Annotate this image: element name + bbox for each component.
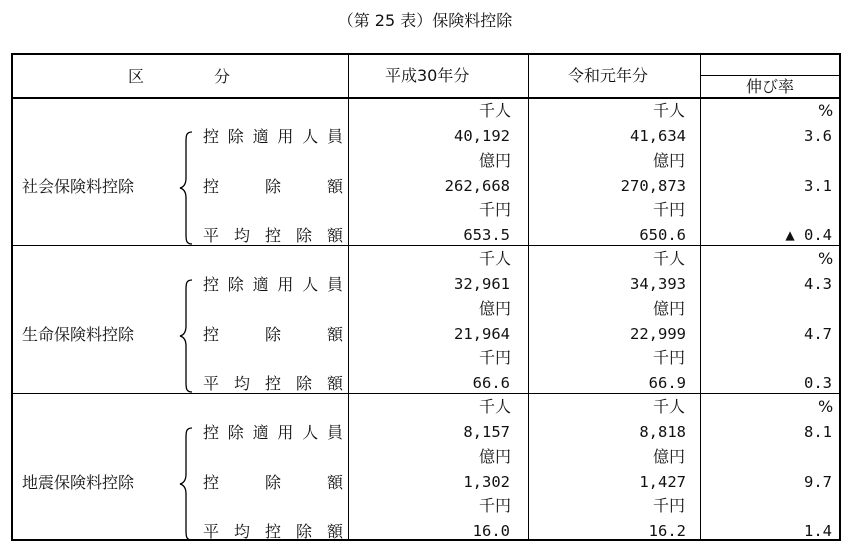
row-label-char: 適: [252, 275, 269, 294]
group-label: 地震保険料控除: [22, 473, 135, 492]
row-label-char: 額: [326, 226, 343, 245]
value-growth: 3.1: [804, 176, 832, 195]
unit-label-year2: 億円: [653, 150, 686, 170]
row-label-char: 控: [264, 226, 281, 245]
row-label-char: 額: [326, 374, 343, 393]
row-label-char: 除: [295, 522, 312, 541]
row-label-char: 適: [252, 423, 269, 442]
row-label: [203, 470, 343, 495]
row-label-char: 控: [203, 127, 220, 146]
row-label-char: 除: [264, 472, 281, 492]
unit-label-year1: 千円: [479, 200, 512, 219]
row-label-char: 平: [203, 522, 220, 541]
row-label: [203, 124, 343, 149]
unit-label-year1: 千人: [479, 249, 512, 268]
row-label-char: 除: [227, 127, 244, 146]
row-label-char: 人: [302, 275, 319, 294]
row-label-char: 平: [203, 374, 220, 393]
row-label-char: 人: [302, 127, 319, 146]
unit-label-year2: 億円: [653, 446, 686, 466]
growth-unit: %: [818, 397, 834, 416]
table-title: （第 25 表）保険料控除: [337, 11, 513, 30]
value-year1: 21,964: [454, 324, 510, 343]
row-label-char: 均: [233, 374, 250, 393]
unit-label-year1: 億円: [479, 150, 512, 170]
header-category-left: 区: [128, 67, 145, 86]
value-year2: 650.6: [639, 226, 686, 244]
group-label: 社会保険料控除: [22, 177, 135, 196]
row-label: [203, 272, 343, 297]
growth-unit: %: [818, 101, 834, 120]
unit-label-year1: 千円: [479, 348, 512, 367]
column-divider: [528, 53, 529, 541]
value-growth: 9.7: [804, 472, 832, 491]
value-year1: 32,961: [454, 275, 510, 293]
row-label-char: 平: [203, 226, 220, 245]
row-label-char: 額: [326, 522, 343, 541]
unit-label-year2: 千円: [653, 200, 686, 219]
row-label-char: 控: [264, 522, 281, 541]
value-year2: 66.9: [648, 374, 686, 392]
row-label-char: 額: [326, 472, 343, 492]
unit-label-year2: 億円: [653, 298, 686, 318]
value-year2: 16.2: [648, 522, 686, 540]
row-label-char: 除: [295, 226, 312, 245]
column-divider: [348, 53, 349, 541]
value-growth: 4.7: [804, 324, 832, 343]
value-growth: 3.6: [804, 127, 832, 145]
brace-icon: [178, 426, 196, 542]
brace-icon: [178, 130, 196, 246]
row-label-char: 員: [326, 275, 343, 294]
row-label: [203, 322, 343, 347]
row-label: [203, 371, 343, 396]
row-label-char: 除: [227, 275, 244, 294]
value-year1: 8,157: [463, 423, 510, 441]
value-year2: 1,427: [639, 472, 686, 491]
value-year2: 34,393: [630, 275, 686, 293]
row-label: [203, 519, 343, 544]
group-label: 生命保険料控除: [22, 325, 135, 344]
unit-label-year2: 千人: [653, 249, 686, 268]
row-label-char: 員: [326, 423, 343, 442]
row-label-char: 額: [326, 324, 343, 344]
row-label: [203, 223, 343, 248]
unit-label-year1: 千円: [479, 496, 512, 515]
row-label: [203, 420, 343, 445]
unit-label-year2: 千人: [653, 101, 686, 120]
row-label-char: 控: [203, 423, 220, 442]
row-label-char: 用: [277, 275, 294, 294]
value-growth: ▲ 0.4: [785, 226, 832, 244]
unit-label-year2: 千円: [653, 348, 686, 367]
value-growth: 0.3: [804, 374, 832, 392]
row-label: [203, 174, 343, 199]
header-year2: 令和元年分: [568, 66, 649, 85]
value-year1: 653.5: [463, 226, 510, 244]
row-label-char: 控: [203, 324, 220, 344]
value-year1: 1,302: [463, 472, 510, 491]
header-growth: 伸び率: [746, 77, 795, 96]
row-label-char: 控: [203, 472, 220, 492]
value-year2: 41,634: [630, 127, 686, 145]
row-label-char: 除: [264, 176, 281, 196]
value-year1: 262,668: [444, 176, 510, 195]
row-label-char: 用: [277, 127, 294, 146]
row-label-char: 除: [227, 423, 244, 442]
unit-label-year2: 千円: [653, 496, 686, 515]
row-label-char: 控: [203, 176, 220, 196]
value-growth: 8.1: [804, 423, 832, 441]
growth-unit: %: [818, 249, 834, 268]
unit-label-year2: 千人: [653, 397, 686, 416]
row-label-char: 除: [264, 324, 281, 344]
value-year1: 16.0: [472, 522, 510, 540]
row-label-char: 均: [233, 226, 250, 245]
row-label-char: 額: [326, 176, 343, 196]
value-year2: 270,873: [620, 176, 686, 195]
row-label-char: 用: [277, 423, 294, 442]
header-year1: 平成30年分: [385, 66, 470, 85]
unit-label-year1: 億円: [479, 298, 512, 318]
value-year2: 8,818: [639, 423, 686, 441]
value-year1: 40,192: [454, 127, 510, 145]
row-label-char: 控: [264, 374, 281, 393]
column-divider: [700, 53, 701, 541]
row-label-char: 均: [233, 522, 250, 541]
unit-label-year1: 億円: [479, 446, 512, 466]
row-label-char: 控: [203, 275, 220, 294]
value-year2: 22,999: [630, 324, 686, 343]
brace-icon: [178, 278, 196, 394]
row-label-char: 除: [295, 374, 312, 393]
row-label-char: 人: [302, 423, 319, 442]
row-label-char: 員: [326, 127, 343, 146]
header-divider: [11, 97, 841, 99]
value-year1: 66.6: [472, 374, 510, 392]
unit-label-year1: 千人: [479, 397, 512, 416]
unit-label-year1: 千人: [479, 101, 512, 120]
header-category-right: 分: [214, 67, 231, 86]
row-label-char: 適: [252, 127, 269, 146]
value-growth: 1.4: [804, 522, 832, 540]
value-growth: 4.3: [804, 275, 832, 293]
